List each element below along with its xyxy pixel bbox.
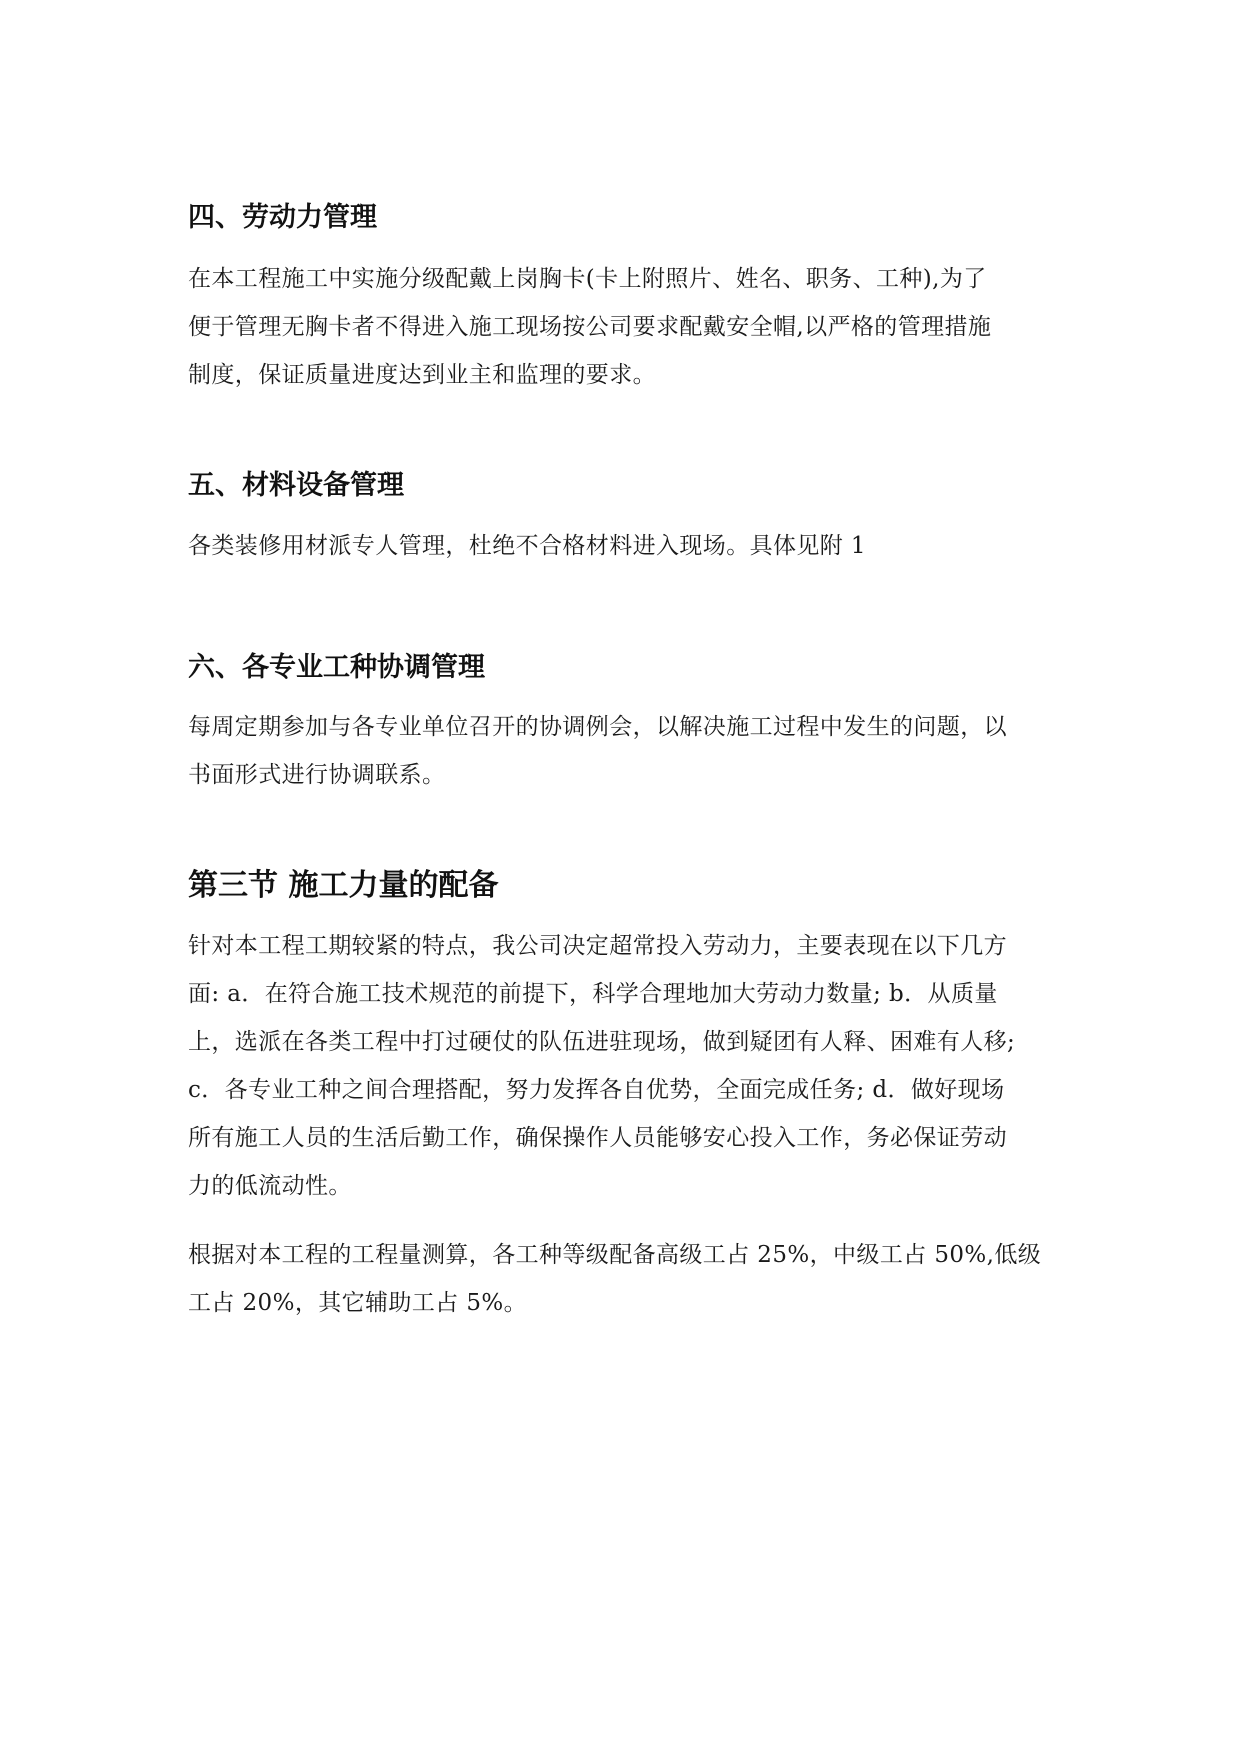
text-line: 针对本工程工期较紧的特点，我公司决定超常投入劳动力，主要表现在以下几方 [188,933,1007,959]
text-line: 书面形式进行协调联系。 [188,762,446,788]
section-heading-materials-equipment: 五、材料设备管理 [188,470,404,501]
section-body-construction-force-p2 [188,1231,1058,1327]
section-body-trade-coordination [188,703,1058,799]
text-line: 力的低流动性。 [188,1173,352,1199]
text-line: 制度，保证质量进度达到业主和监理的要求。 [188,362,656,388]
text-line: 便于管理无胸卡者不得进入施工现场按公司要求配戴安全帽,以严格的管理措施 [188,314,992,340]
text-line: 各类装修用材派专人管理，杜绝不合格材料进入现场。具体见附 1 [188,533,866,559]
text-line: 上，选派在各类工程中打过硬仗的队伍进驻现场，做到疑团有人释、困难有人移; [188,1029,1016,1055]
section-heading-labor-management: 四、劳动力管理 [188,202,377,233]
text-line: 根据对本工程的工程量测算，各工种等级配备高级工占 25%，中级工占 50%,低级 [188,1242,1042,1268]
text-line: 在本工程施工中实施分级配戴上岗胸卡(卡上附照片、姓名、职务、工种),为了 [188,266,987,292]
text-line: 每周定期参加与各专业单位召开的协调例会，以解决施工过程中发生的问题，以 [188,714,1007,740]
section-body-materials-equipment [188,522,1058,570]
text-line: 工占 20%，其它辅助工占 5%。 [188,1290,528,1316]
section-body-construction-force-p1 [188,922,1058,1210]
text-line: 所有施工人员的生活后勤工作，确保操作人员能够安心投入工作，务必保证劳动 [188,1125,1007,1151]
section-body-labor-management [188,255,1058,399]
section-heading-construction-force: 第三节 施工力量的配备 [188,868,499,903]
text-line: 面: a．在符合施工技术规范的前提下，科学合理地加大劳动力数量; b．从质量 [188,981,998,1007]
text-line: c．各专业工种之间合理搭配，努力发挥各自优势，全面完成任务; d．做好现场 [188,1077,1005,1103]
section-heading-trade-coordination: 六、各专业工种协调管理 [188,652,485,683]
